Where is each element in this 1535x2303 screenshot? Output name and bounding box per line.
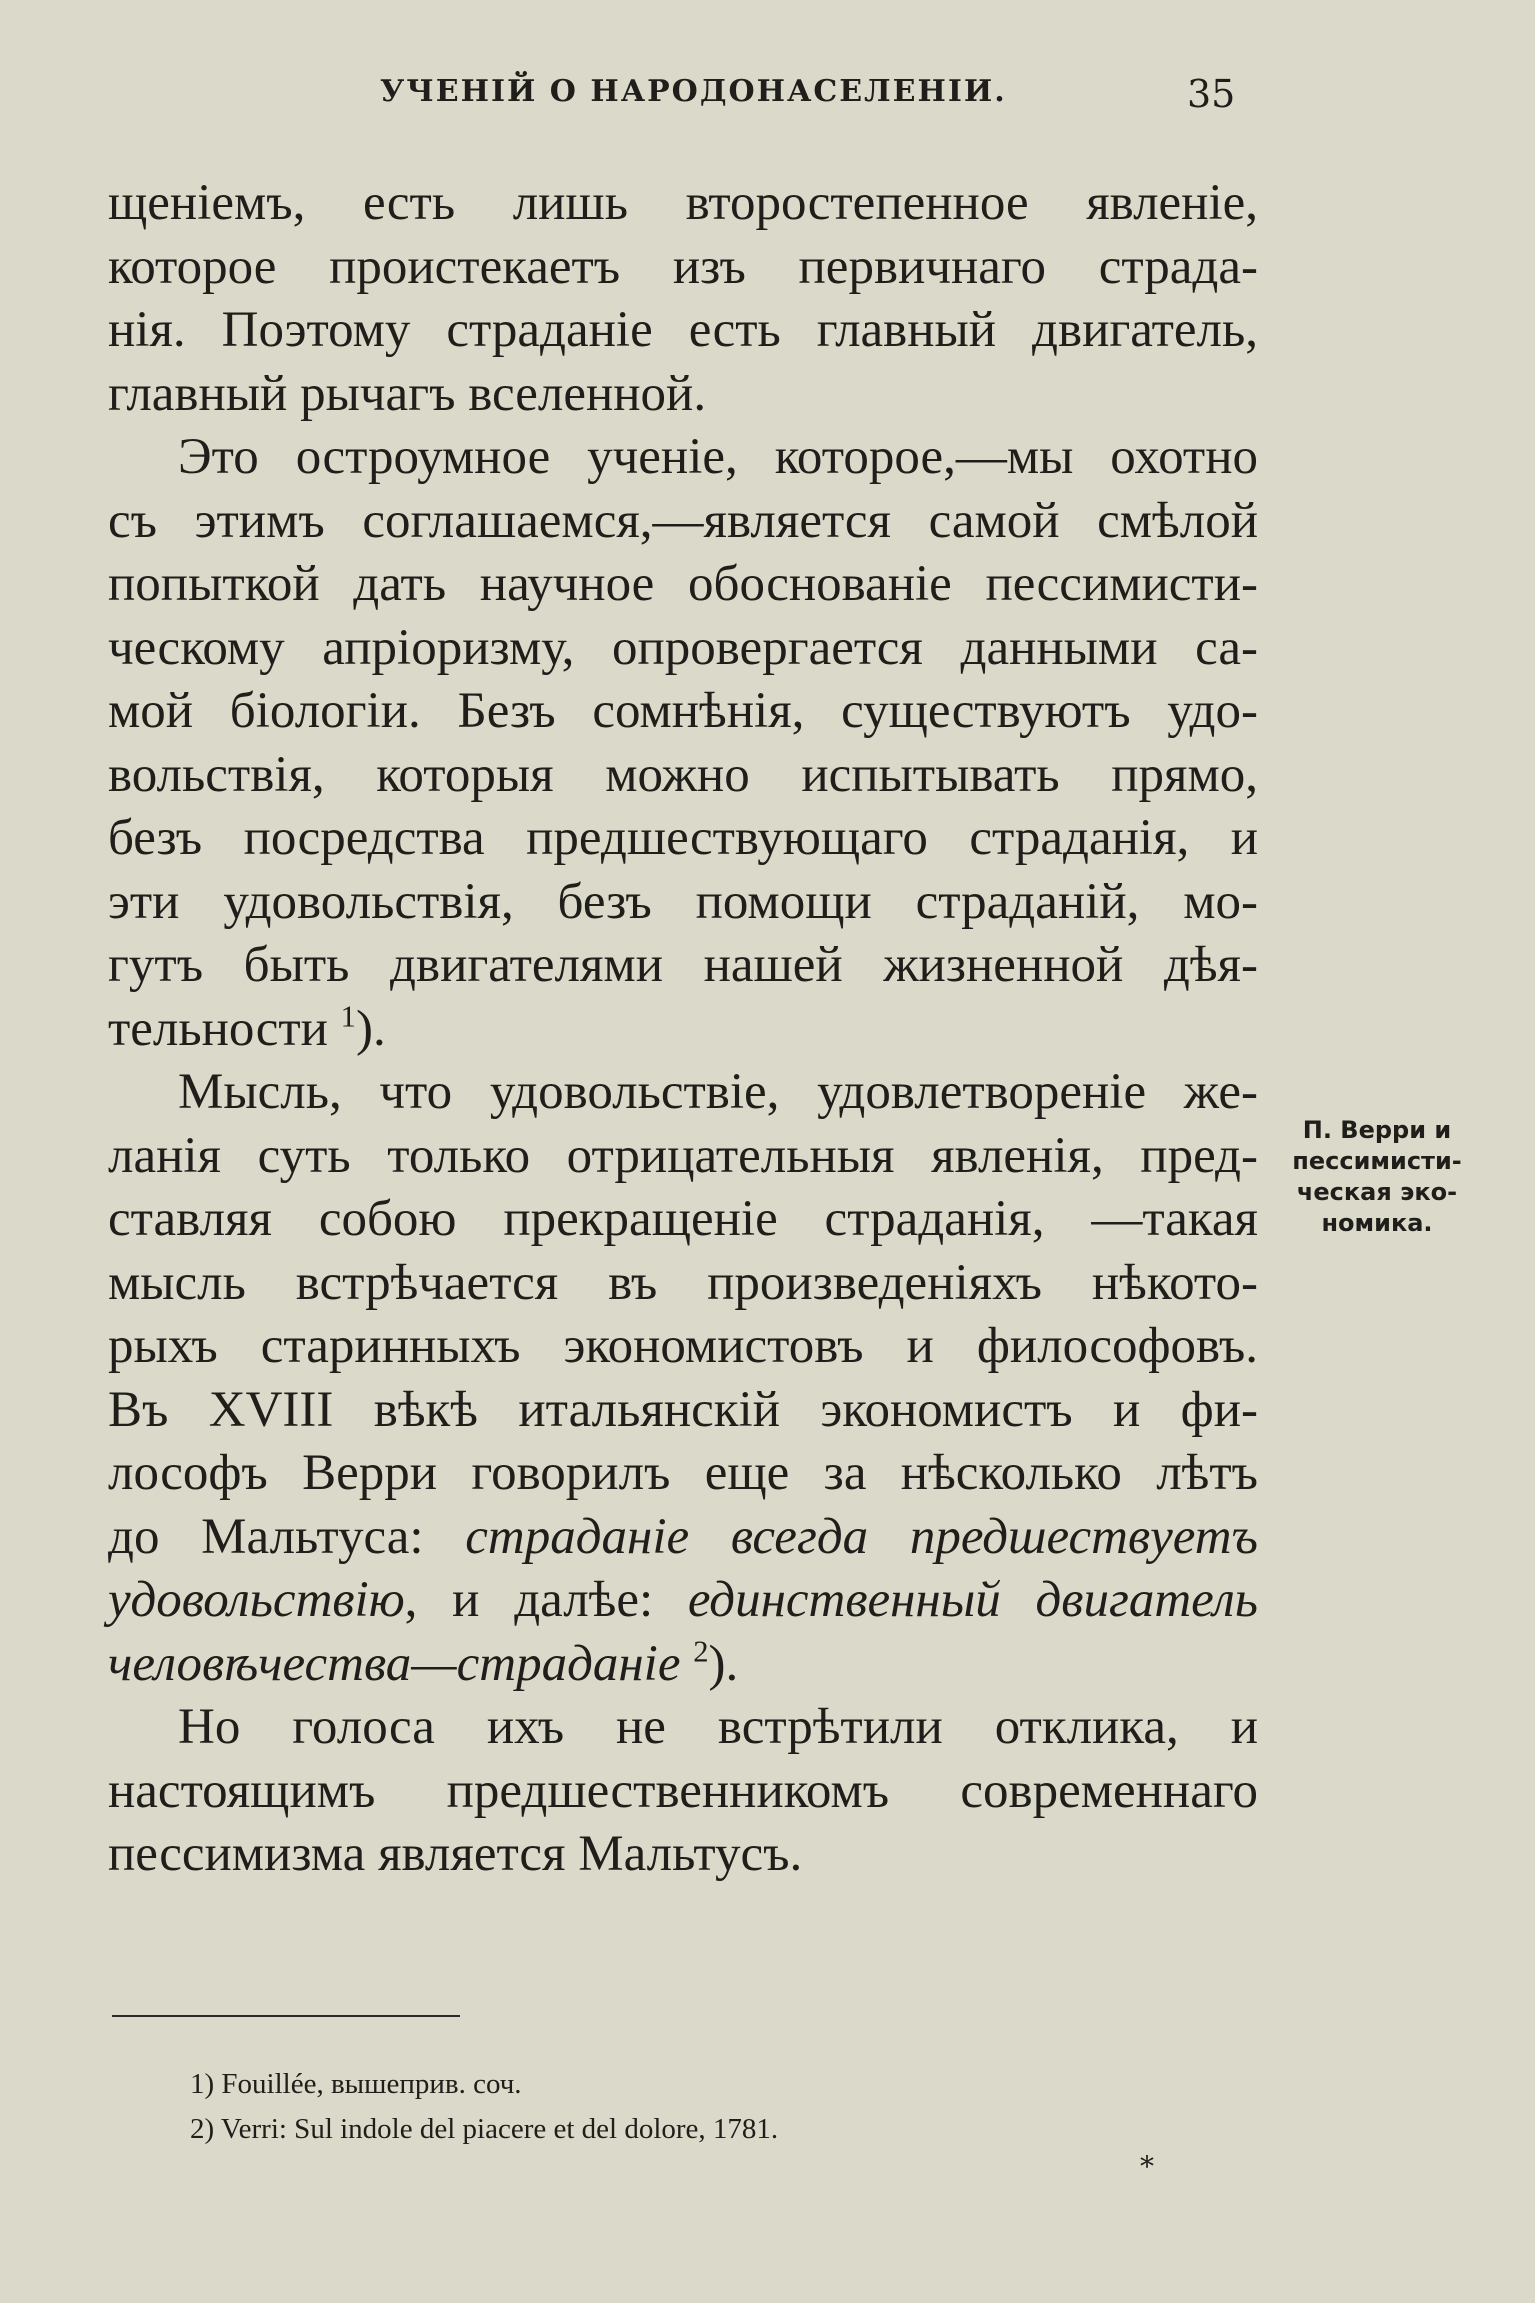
paragraph-3	[108, 1061, 1258, 1696]
marginal-note-line: П. Верри и	[1302, 1116, 1452, 1144]
text-line: Въ XVIII вѣкѣ итальянскій экономистъ и фи-	[108, 1381, 1258, 1438]
text-fragment: до Мальтуса:	[108, 1508, 466, 1565]
italic-quote: человѣчества—страданіе	[108, 1635, 681, 1692]
footnote-mark: 1)	[190, 2068, 215, 2100]
footnote-mark: 2)	[190, 2113, 215, 2145]
footnote-1	[190, 2062, 778, 2107]
marginal-note-line: номика.	[1321, 1209, 1433, 1237]
paragraph-4	[108, 1696, 1258, 1887]
text-line: пессимизма является Мальтусъ.	[108, 1826, 803, 1882]
text-line: Но голоса ихъ не встрѣтили отклика, и	[178, 1699, 1258, 1755]
text-line: Это остроумное ученіе, которое,—мы охотно	[178, 429, 1258, 485]
text-line	[108, 1633, 1258, 1697]
footnotes	[190, 2062, 778, 2152]
marginal-note	[1262, 1115, 1492, 1239]
paragraph-2	[108, 426, 1258, 1061]
marginal-note-line: ческая эко-	[1296, 1178, 1458, 1206]
footnote-divider	[112, 2015, 460, 2017]
text-fragment: , и далѣе:	[404, 1572, 688, 1628]
marginal-note-line: пессимисти-	[1292, 1147, 1462, 1175]
text-fragment: ).	[355, 1000, 386, 1057]
text-line: главный рычагъ вселенной.	[108, 365, 707, 422]
text-line: гутъ быть двигателями нашей жизненной дѣя-	[108, 937, 1258, 993]
text-line: рыхъ старинныхъ экономистовъ и философовъ.	[108, 1318, 1258, 1374]
page-number: 35	[1187, 72, 1236, 116]
italic-quote: удовольствію	[108, 1572, 405, 1628]
text-line: безъ посредства предшествующаго страданія, и	[108, 810, 1258, 866]
running-head: УЧЕНІЙ О НАРОДОНАСЕЛЕНІИ.	[380, 74, 1007, 109]
text-line: мысль встрѣчается въ произведеніяхъ нѣкото-	[108, 1254, 1258, 1311]
text-line: ставляя собою прекращеніе страданія, —такая	[108, 1191, 1258, 1247]
text-line: эти удовольствія, безъ помощи страданій, мо-	[108, 873, 1258, 930]
text-line: попыткой дать научное обоснованіе пессимисти-	[108, 556, 1258, 612]
stray-mark: *	[1140, 2150, 1154, 2183]
text-line	[108, 1506, 1258, 1570]
footnote-ref-2[interactable]: 2	[693, 1634, 709, 1669]
text-line: щеніемъ, есть лишь второстепенное явленіе,	[108, 175, 1258, 231]
text-fragment: тельности	[108, 1000, 328, 1057]
italic-quote: единственный двигатель	[687, 1572, 1258, 1628]
text-line	[108, 1569, 1258, 1633]
text-line: нія. Поэтому страданіе есть главный двигатель,	[108, 302, 1258, 358]
text-line: Мысль, что удовольствіе, удовлетвореніе же-	[178, 1064, 1258, 1120]
text-line: ланія суть только отрицательныя явленія, пред-	[108, 1127, 1258, 1184]
text-line: вольствія, которыя можно испытывать прямо,	[108, 746, 1258, 803]
text-line: ческому апріоризму, опровергается данными са-	[108, 619, 1258, 676]
text-line: мой біологіи. Безъ сомнѣнія, существуютъ удо-	[108, 683, 1258, 739]
footnote-text: Verri: Sul indole del piacere et del dolore, 1781.	[220, 2113, 779, 2145]
text-line: которое проистекаетъ изъ первичнаго страда-	[108, 238, 1258, 295]
text-line: съ этимъ соглашаемся,—является самой смѣлой	[108, 492, 1258, 549]
paragraph-1	[108, 172, 1258, 426]
footnote-text: Fouillée, вышеприв. соч.	[221, 2068, 522, 2100]
footnote-2	[190, 2107, 778, 2152]
text-line: настоящимъ предшественникомъ современнаго	[108, 1762, 1258, 1819]
text-fragment: ).	[708, 1635, 739, 1692]
main-text	[108, 172, 1258, 1887]
footnote-ref-1[interactable]: 1	[340, 999, 356, 1034]
italic-quote: страданіе всегда предшествуетъ	[465, 1508, 1258, 1565]
text-line	[108, 998, 1258, 1062]
text-line: лософъ Верри говорилъ еще за нѣсколько лѣтъ	[108, 1445, 1258, 1501]
